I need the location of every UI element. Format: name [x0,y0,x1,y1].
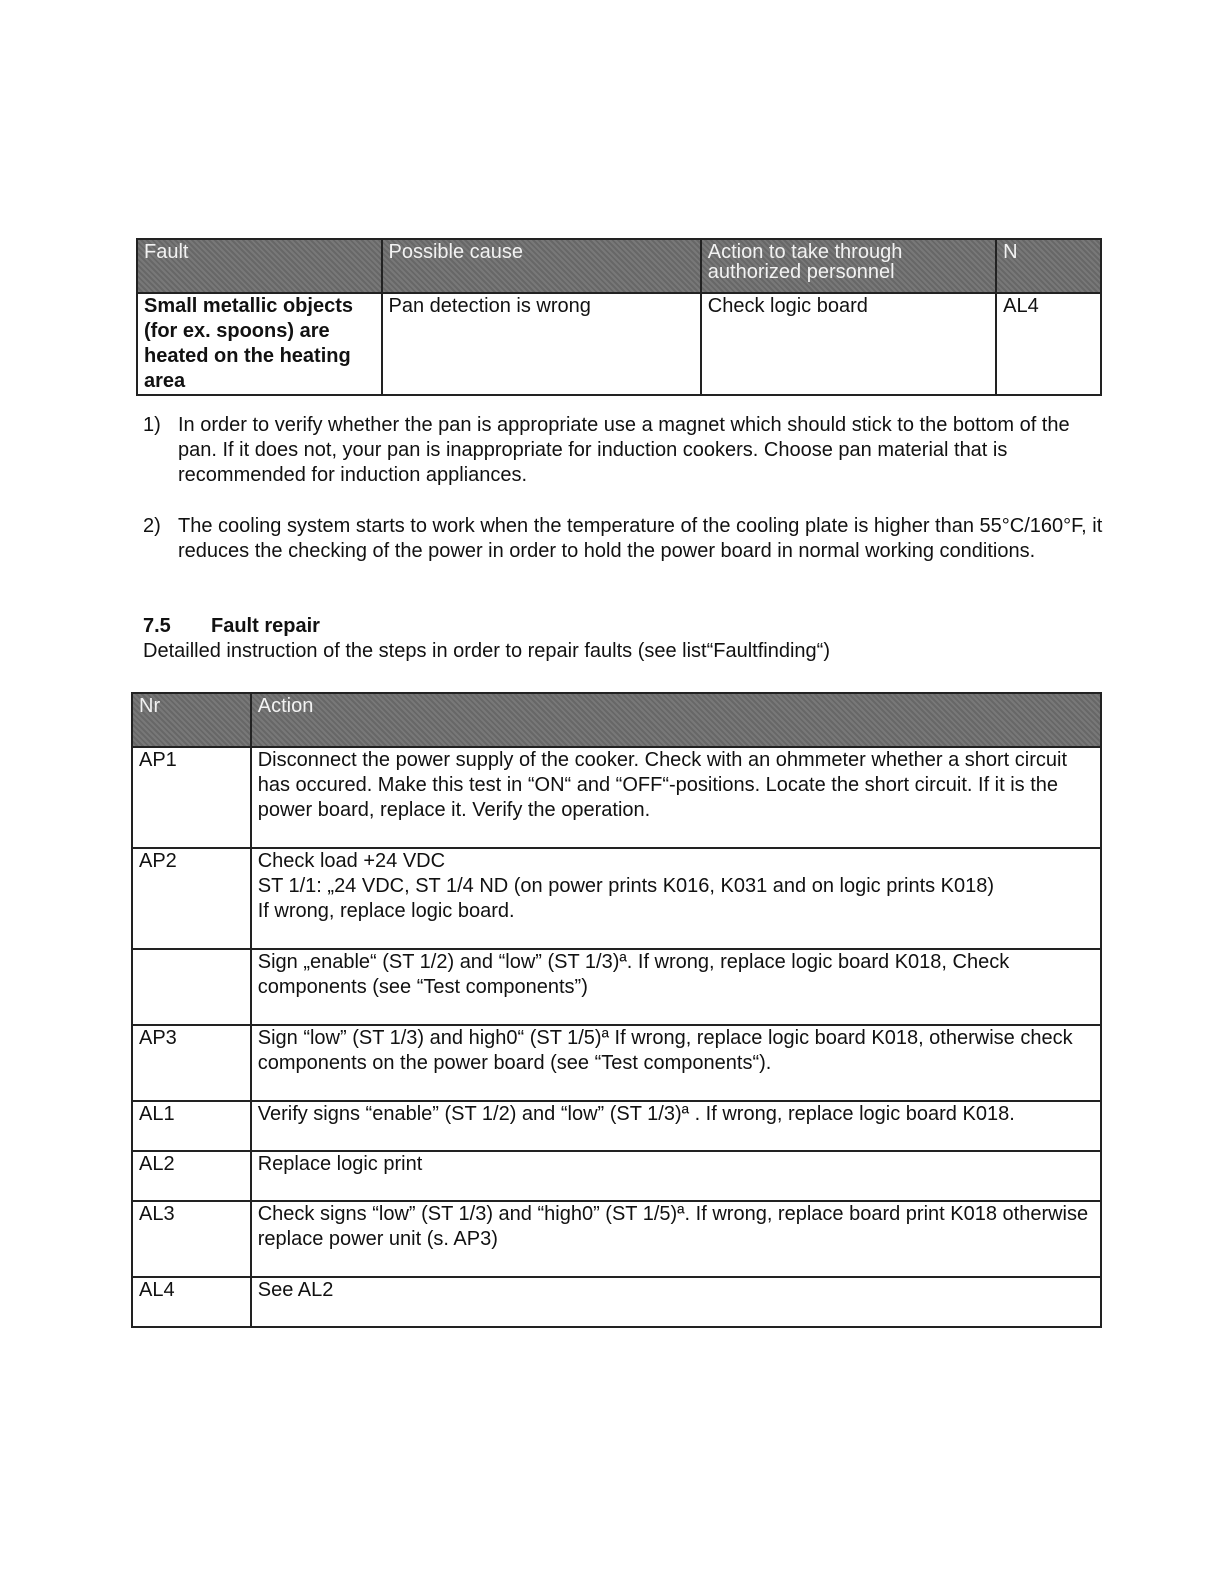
nr-cell: AL4 [996,293,1101,395]
row-action [251,848,1101,949]
note-text: In order to verify whether the pan is appropriate use a magnet which should stick to the bottom of the pan. If it does not, your pan is inappropriate for induction cookers. Choose pan material that is recommended for induction appliances. [178,414,1070,486]
row-nr: AP2 [132,848,251,949]
action-cell: Check logic board [701,293,996,395]
action-line: See AL2 [257,1279,334,1301]
header-nr: Nr [132,693,251,747]
table-row [132,848,1101,949]
table-row [137,293,1101,395]
table-row [132,1025,1101,1101]
table-row [132,1201,1101,1277]
note-number: 1) [143,414,161,436]
row-nr [132,949,251,1025]
fault-table-header [137,239,1101,293]
fault-cell: Small metallic objects (for ex. spoons) are heated on the heating area [137,293,382,395]
row-action [251,1101,1101,1151]
note-2 [143,514,1103,564]
action-line: Disconnect the power supply of the cooker. Check with an ohmmeter whether a short circuit has occured. Make this test in “ON“ and “OFF“-positions. Locate the short circuit. If it is the power board, replace it. Verify the operation. [257,749,1068,821]
section-intro: Detailled instruction of the steps in order to repair faults (see list“Faultfinding“) [143,640,830,662]
row-action [251,1277,1101,1327]
header-fault: Fault [137,239,382,293]
action-line: Check load +24 VDC [257,850,446,872]
note-text: The cooling system starts to work when the temperature of the cooling plate is higher than 55°C/160°F, it reduces the checking of the power in order to hold the power board in normal working conditions. [178,515,1103,562]
row-nr: AL2 [132,1151,251,1201]
header-nr: N [996,239,1101,293]
section-heading [143,614,830,639]
row-nr: AL3 [132,1201,251,1277]
table-row [132,1151,1101,1201]
row-action [251,747,1101,848]
table-row [132,1101,1101,1151]
repair-table [131,692,1102,1328]
note-1 [143,413,1103,488]
table-row [132,1277,1101,1327]
note-number: 2) [143,515,161,537]
action-line: Check signs “low” (ST 1/3) and “high0” (ST 1/5)ª. If wrong, replace board print K018 otherwise replace power unit (s. AP3) [257,1203,1089,1250]
action-line: If wrong, replace logic board. [257,900,515,922]
action-line: Sign „enable“ (ST 1/2) and “low” (ST 1/3)ª. If wrong, replace logic board K018, Check components (see “Test components”) [257,951,1010,998]
row-action [251,1025,1101,1101]
row-action [251,1201,1101,1277]
section-fault-repair [143,614,830,664]
action-line: Sign “low” (ST 1/3) and high0“ (ST 1/5)ª If wrong, replace logic board K018, otherwise check components on the power board (see “Test components“). [257,1027,1073,1074]
action-line: Verify signs “enable” (ST 1/2) and “low” (ST 1/3)ª . If wrong, replace logic board K018. [257,1103,1015,1125]
fault-table [136,238,1102,396]
cause-cell: Pan detection is wrong [382,293,701,395]
action-line: Replace logic print [257,1153,423,1175]
action-line: ST 1/1: „24 VDC, ST 1/4 ND (on power prints K016, K031 and on logic prints K018) [257,875,995,897]
row-action [251,1151,1101,1201]
repair-table-header [132,693,1101,747]
header-action: Action to take through authorized personnel [701,239,996,293]
section-number: 7.5 [143,615,171,637]
header-possible-cause: Possible cause [382,239,701,293]
header-action: Action [251,693,1101,747]
row-nr: AP3 [132,1025,251,1101]
row-nr: AL1 [132,1101,251,1151]
row-nr: AL4 [132,1277,251,1327]
table-row [132,949,1101,1025]
row-nr: AP1 [132,747,251,848]
section-title: Fault repair [211,615,320,637]
table-row [132,747,1101,848]
row-action [251,949,1101,1025]
